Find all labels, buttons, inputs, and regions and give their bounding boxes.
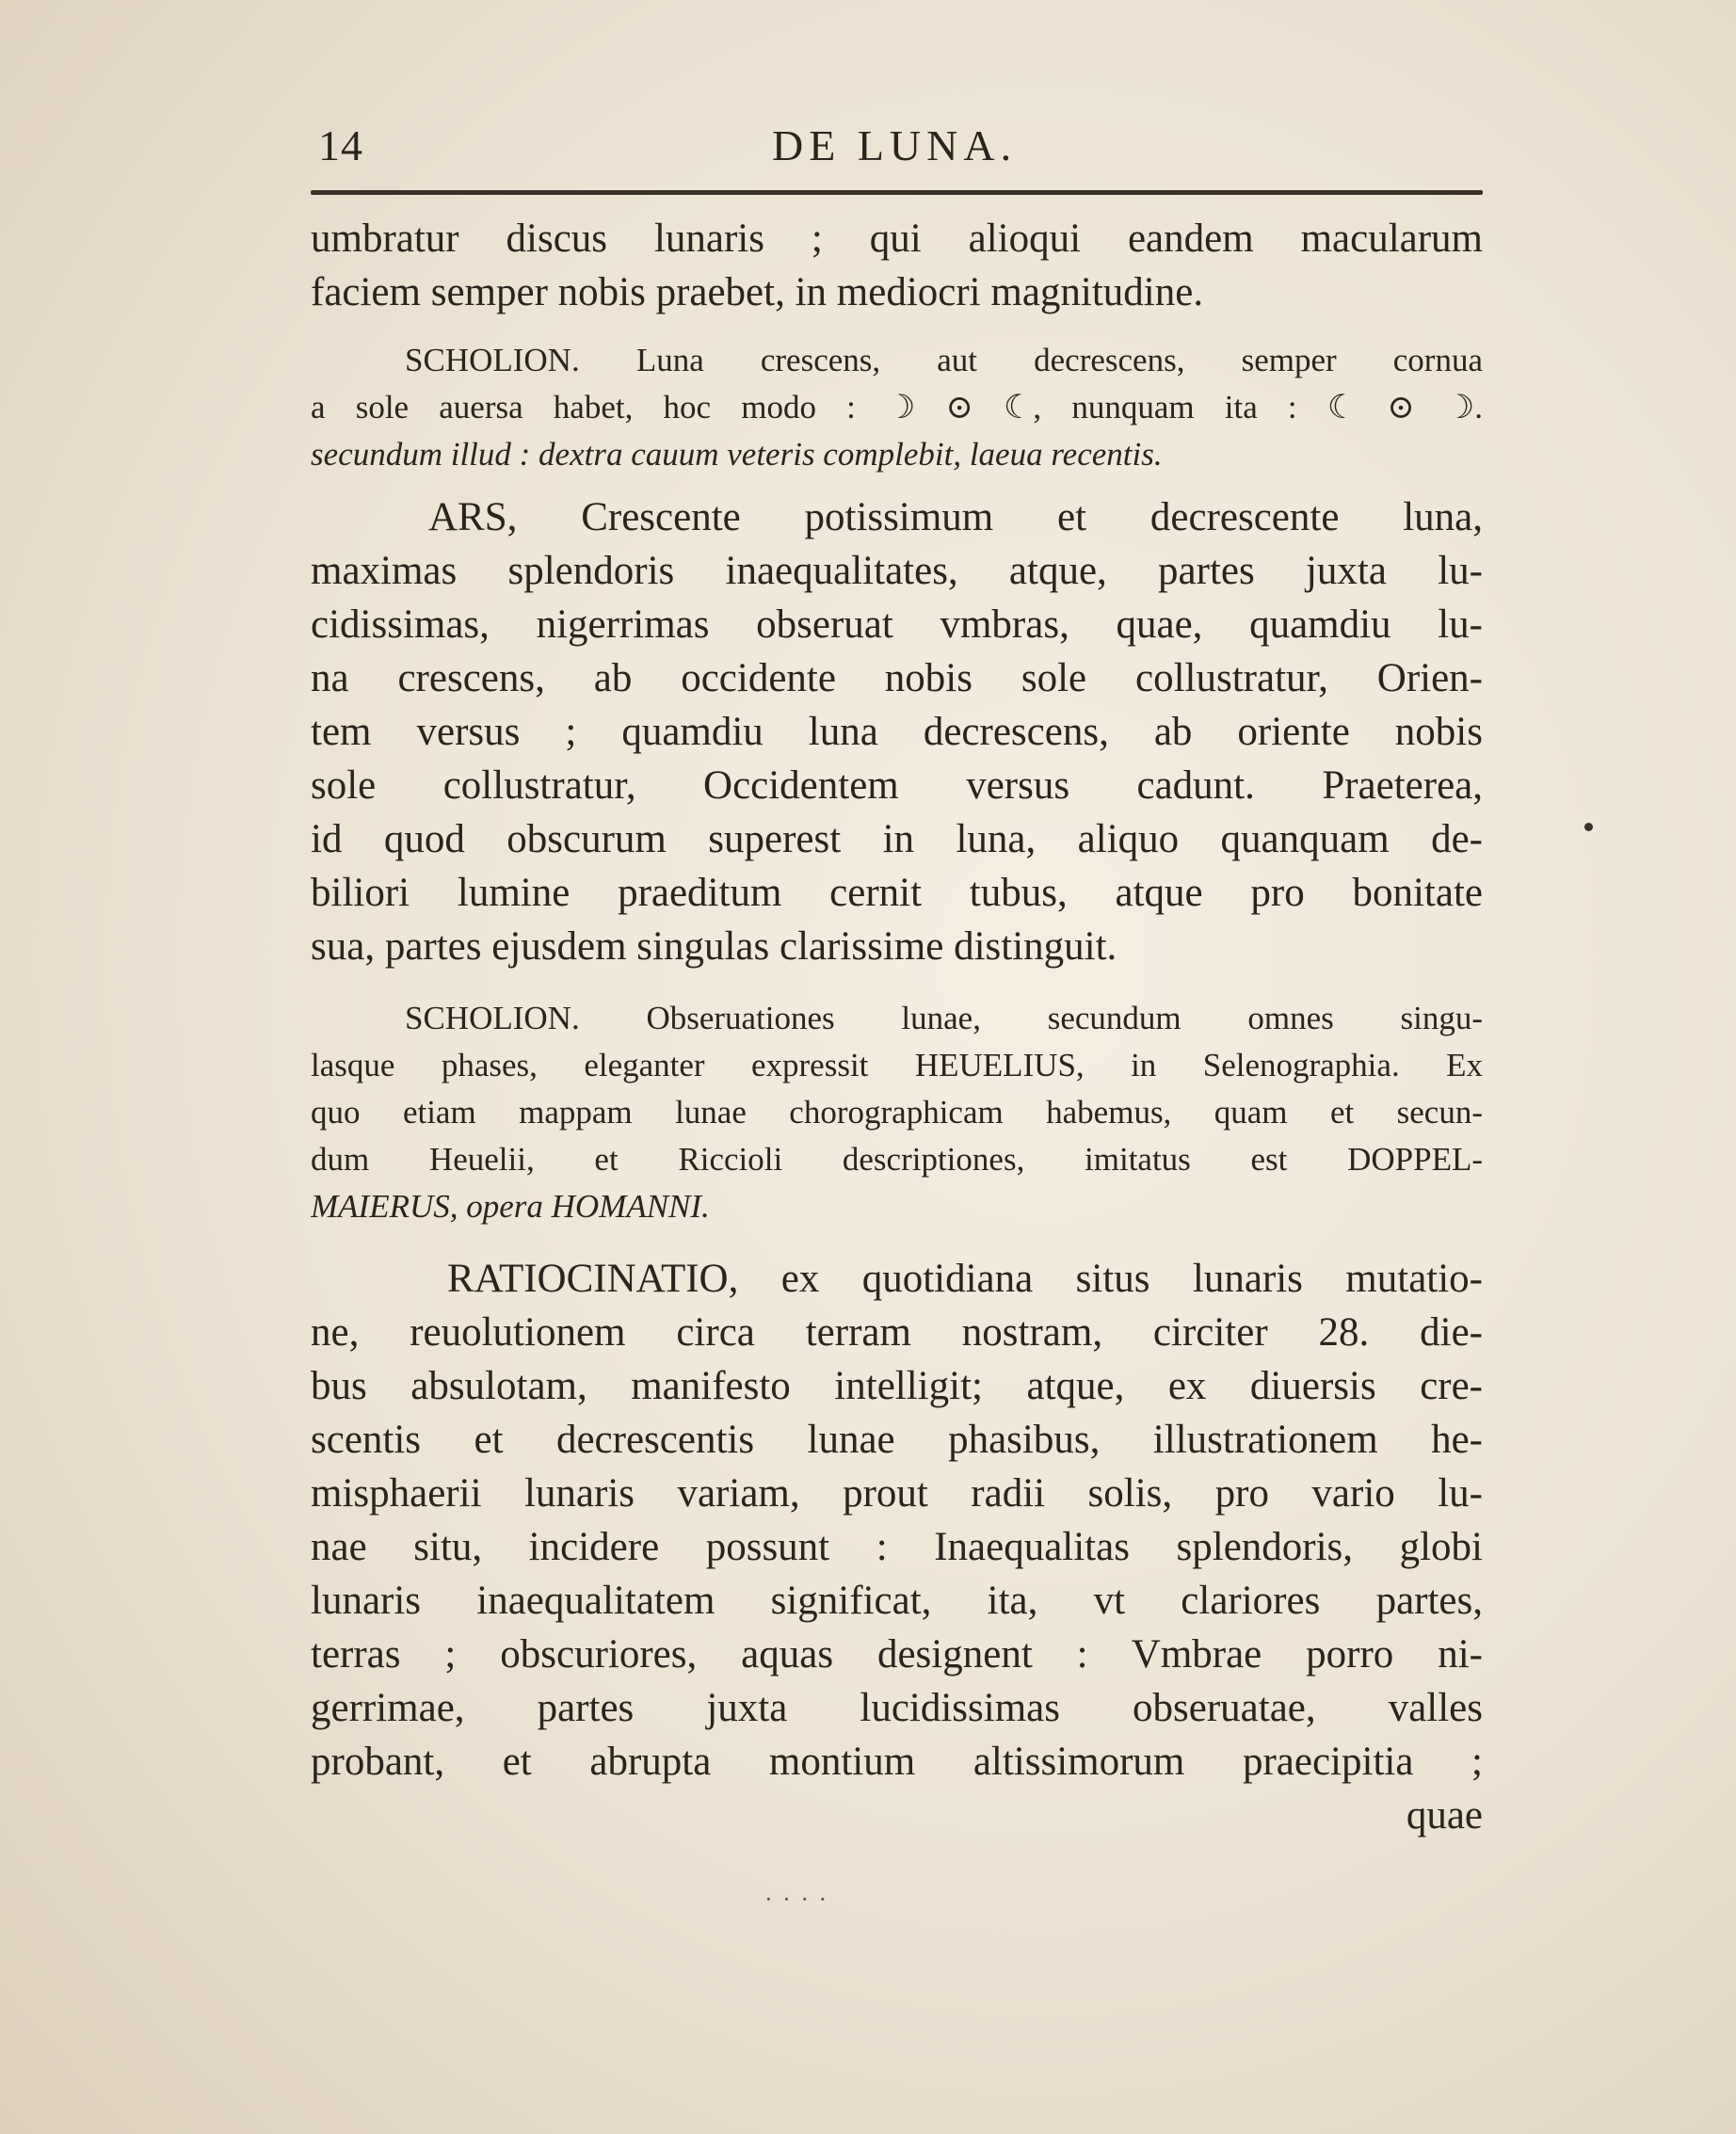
- text-line: umbratur discus lunaris ; qui alioqui eandem macularum: [311, 217, 1483, 261]
- ink-speck: [1584, 823, 1593, 831]
- signature-mark: · · · ·: [764, 1885, 829, 1913]
- text-line: faciem semper nobis praebet, in mediocri magnitudine.: [311, 270, 1204, 314]
- text-line: secundum illud : dextra cauum veteris complebit, laeua recentis.: [311, 436, 1163, 473]
- text-line: ARS, Crescente potissimum et decrescente luna,: [428, 495, 1483, 539]
- catchword: quae: [1406, 1793, 1483, 1837]
- text-line: misphaerii lunaris variam, prout radii solis, pro vario lu-: [311, 1471, 1483, 1516]
- text-line: terras ; obscuriores, aquas designent : Vmbrae porro ni-: [311, 1632, 1483, 1677]
- text-line: SCHOLION. Obseruationes lunae, secundum omnes singu-: [405, 1000, 1483, 1036]
- scholion-paragraph: [311, 995, 1483, 1230]
- text-line: ne, reuolutionem circa terram nostram, circiter 28. die-: [311, 1310, 1483, 1355]
- text-line: maximas splendoris inaequalitates, atque, partes juxta lu-: [311, 549, 1483, 593]
- running-title: DE LUNA.: [772, 121, 1018, 169]
- page-number: 14: [318, 121, 363, 169]
- ars-paragraph: [311, 490, 1483, 973]
- text-line: sua, partes ejusdem singulas clarissime distinguit.: [311, 924, 1117, 969]
- page-header: [311, 120, 1483, 177]
- text-line: SCHOLION. Luna crescens, aut decrescens, semper cornua: [405, 342, 1483, 378]
- text-line: lunaris inaequalitatem significat, ita, vt clariores partes,: [311, 1579, 1483, 1623]
- text-line: gerrimae, partes juxta lucidissimas obseruatae, valles: [311, 1686, 1483, 1730]
- text-line: RATIOCINATIO, ex quotidiana situs lunaris mutatio-: [447, 1257, 1483, 1301]
- text-line: quo etiam mappam lunae chorographicam habemus, quam et secun-: [311, 1094, 1483, 1131]
- text-line: tem versus ; quamdiu luna decrescens, ab oriente nobis: [311, 710, 1483, 754]
- text-line: biliori lumine praeditum cernit tubus, atque pro bonitate: [311, 871, 1483, 915]
- text-line: probant, et abrupta montium altissimorum praecipitia ;: [311, 1740, 1483, 1784]
- text-line: na crescens, ab occidente nobis sole collustratur, Orien-: [311, 656, 1483, 700]
- header-rule: [311, 190, 1483, 195]
- text-line: MAIERUS, opera HOMANNI.: [311, 1188, 710, 1225]
- text-line: a sole auersa habet, hoc modo : ☽ ⊙ ☾, nunquam ita : ☾ ⊙ ☽.: [311, 389, 1483, 425]
- text-line: sole collustratur, Occidentem versus cadunt. Praeterea,: [311, 763, 1483, 808]
- text-line: scentis et decrescentis lunae phasibus, illustrationem he-: [311, 1418, 1483, 1462]
- text-line: dum Heuelii, et Riccioli descriptiones, imitatus est DOPPEL-: [311, 1141, 1483, 1178]
- ratiocinatio-paragraph: [311, 1252, 1483, 1842]
- text-line: lasque phases, eleganter expressit HEUELIUS, in Selenographia. Ex: [311, 1047, 1483, 1083]
- text-line: bus absulotam, manifesto intelligit; atque, ex diuersis cre-: [311, 1364, 1483, 1408]
- text-line: nae situ, incidere possunt : Inaequalitas splendoris, globi: [311, 1525, 1483, 1569]
- scholion-paragraph: [311, 337, 1483, 478]
- text-line: id quod obscurum superest in luna, aliquo quanquam de-: [311, 817, 1483, 861]
- paragraph-continuation: [311, 212, 1483, 319]
- text-line: cidissimas, nigerrimas obseruat vmbras, quae, quamdiu lu-: [311, 602, 1483, 647]
